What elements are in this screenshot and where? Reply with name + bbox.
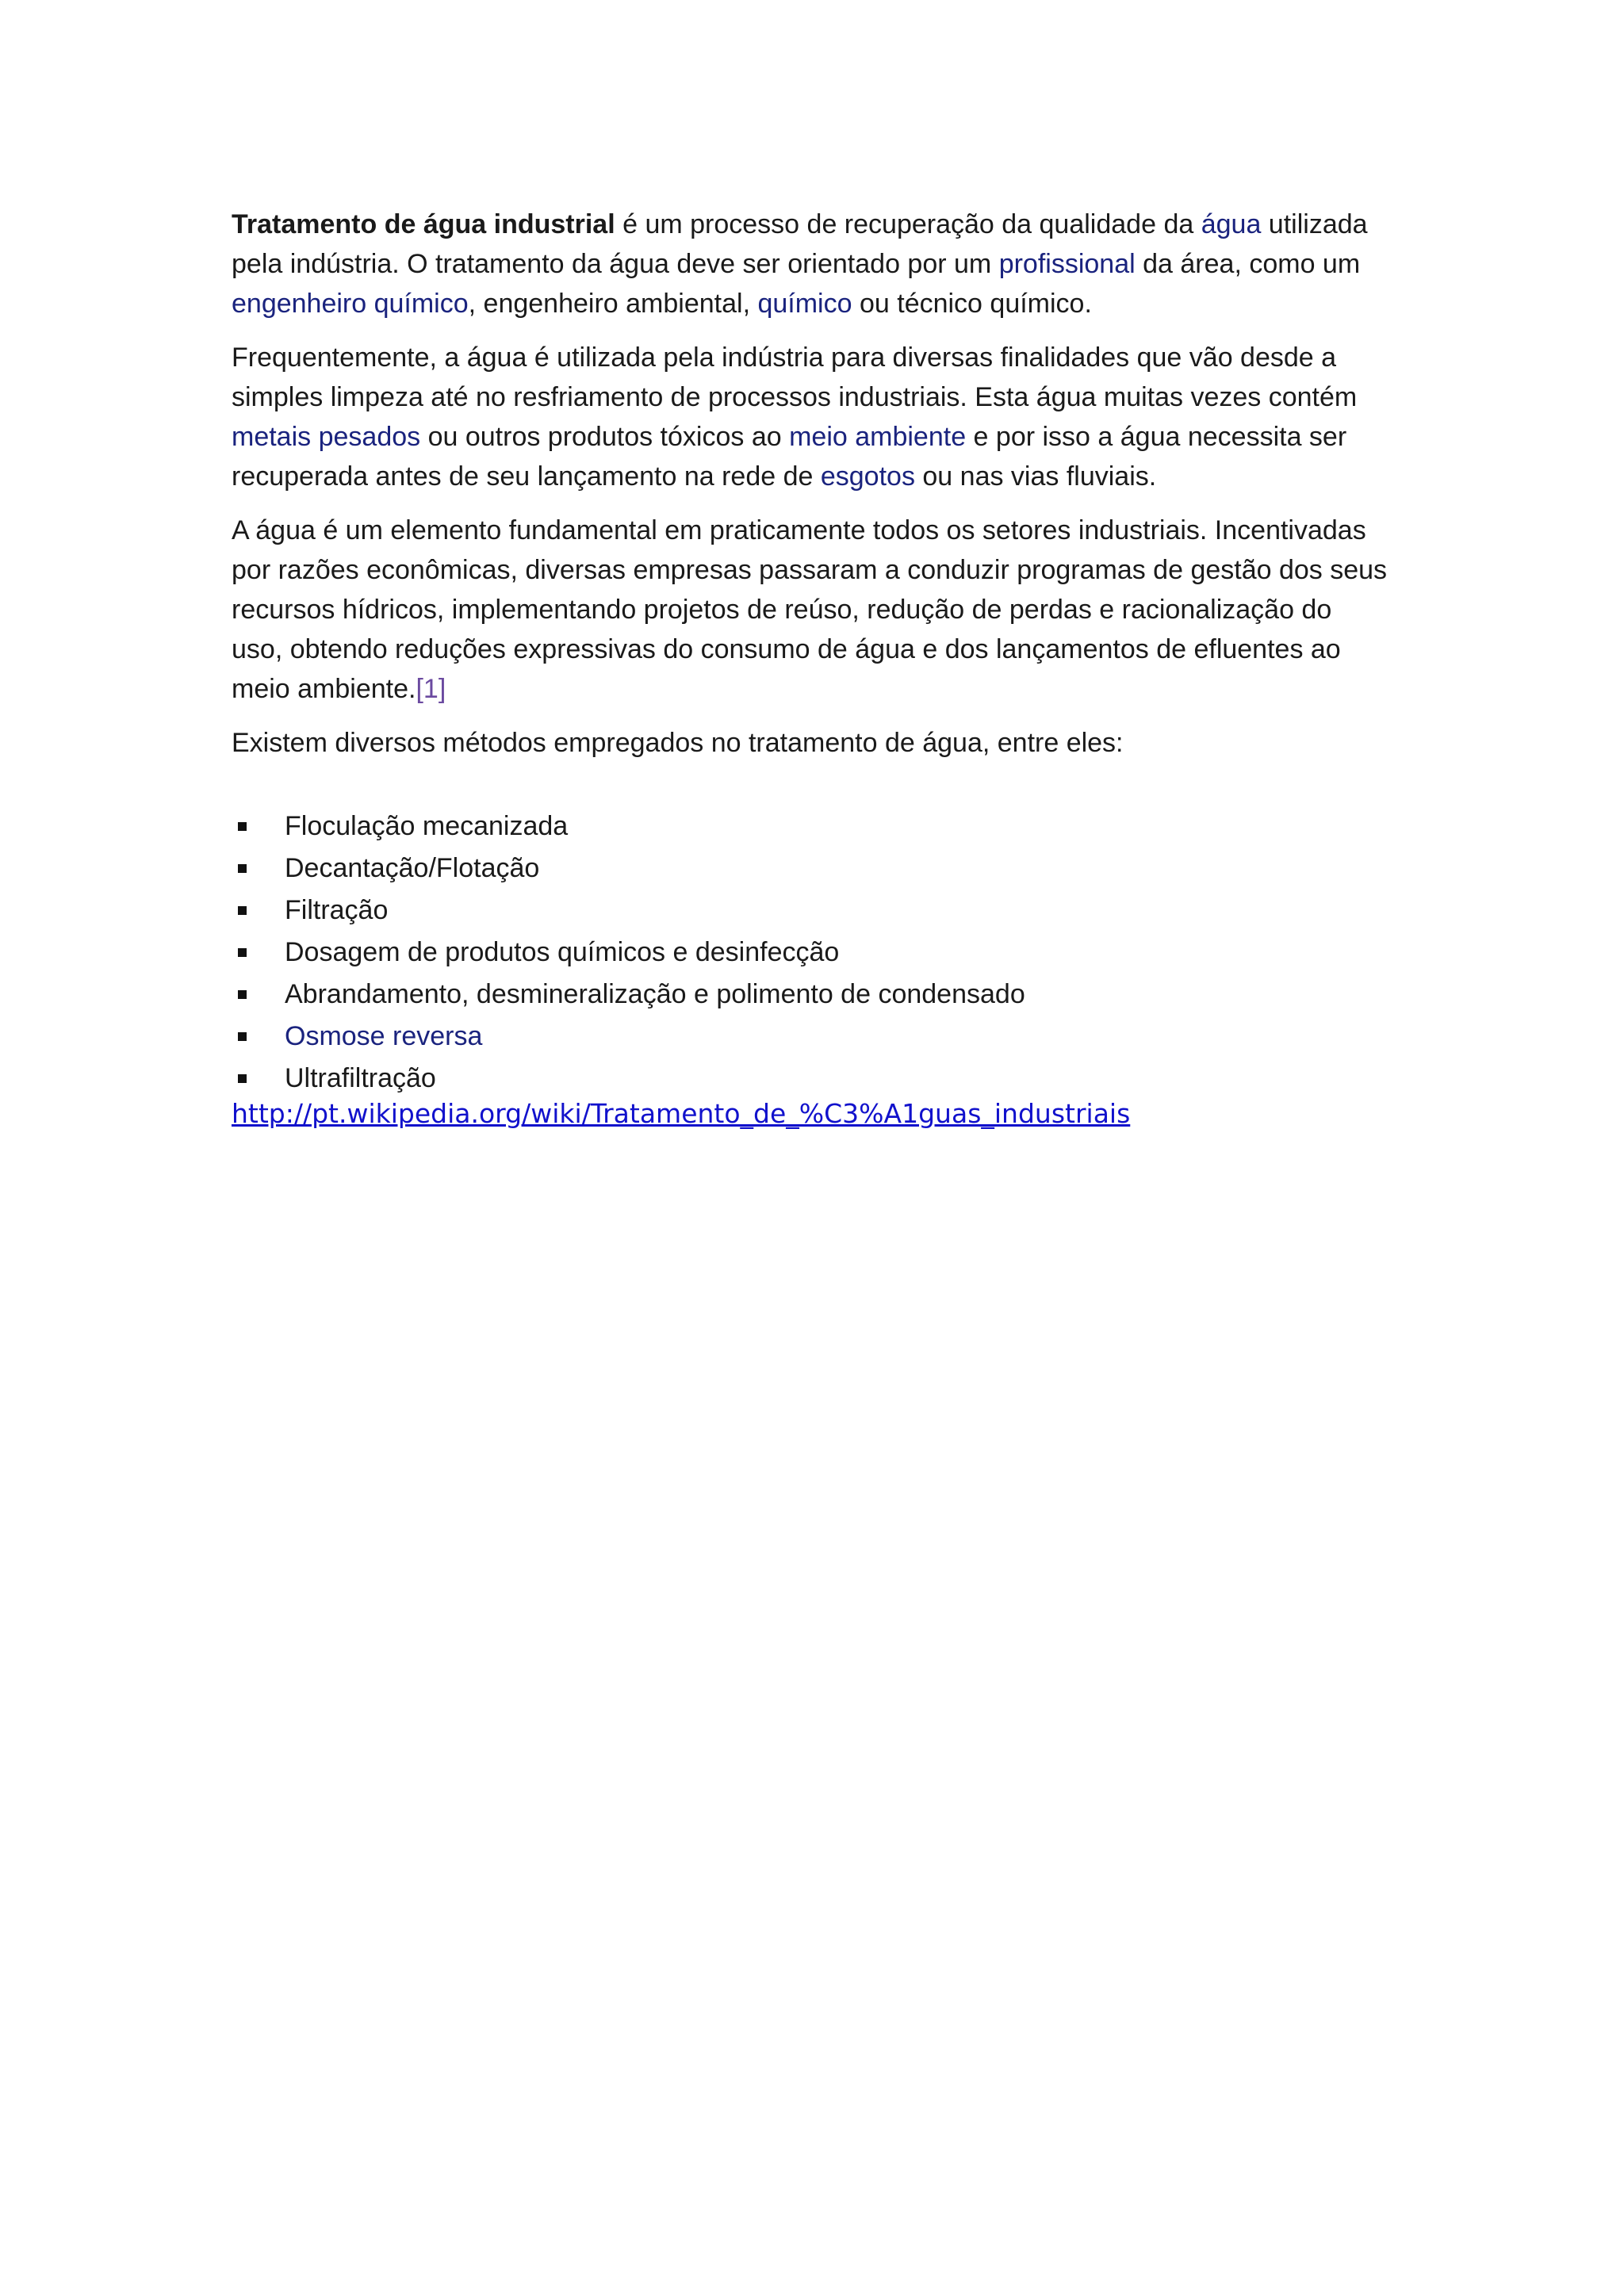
list-item-label: Floculação mecanizada bbox=[285, 811, 569, 841]
reference-link[interactable]: [1] bbox=[416, 674, 446, 704]
link-metais-pesados[interactable]: metais pesados bbox=[232, 422, 421, 452]
link-esgotos[interactable]: esgotos bbox=[820, 461, 915, 492]
text-span: da área, como um bbox=[1135, 249, 1361, 279]
list-item-label: Dosagem de produtos químicos e desinfecção bbox=[285, 937, 840, 967]
text-span: A água é um elemento fundamental em praticamente todos os setores industriais. Incentivadas por razões econômicas, diversas empresas passaram a conduzir programas de gestão dos seus recursos hídricos, implementando projetos de reúso, redução de perdas e racionalização do uso, obtendo reduções expressivas do consumo de água e dos lançamentos de efluentes ao meio ambiente. bbox=[232, 515, 1388, 704]
text-span: ou nas vias fluviais. bbox=[914, 461, 1157, 492]
list-item bbox=[232, 1016, 1389, 1058]
list-item-label: Decantação/Flotação bbox=[285, 853, 540, 883]
text-span: Frequentemente, a água é utilizada pela indústria para diversas finalidades que vão desde a simples limpeza até no resfriamento de processos industriais. Esta água muitas vezes contém bbox=[232, 342, 1358, 412]
article-body bbox=[232, 205, 1389, 1131]
text-span: ou outros produtos tóxicos ao bbox=[420, 422, 790, 452]
square-bullet-icon bbox=[238, 906, 247, 915]
link-meio-ambiente[interactable]: meio ambiente bbox=[789, 422, 967, 452]
text-span: e por isso a água necessita ser recuperada antes de seu lançamento na rede de bbox=[232, 422, 1347, 492]
text-span: , engenheiro ambiental, bbox=[468, 289, 758, 319]
text-span: ou técnico químico. bbox=[852, 289, 1092, 319]
intro-paragraph bbox=[232, 205, 1389, 323]
square-bullet-icon bbox=[238, 990, 247, 999]
list-item bbox=[232, 974, 1389, 1016]
square-bullet-icon bbox=[238, 822, 247, 831]
list-item bbox=[232, 932, 1389, 974]
methods-list bbox=[232, 806, 1389, 1100]
importance-paragraph bbox=[232, 511, 1389, 709]
link-quimico[interactable]: químico bbox=[757, 289, 852, 319]
link-profissional[interactable]: profissional bbox=[998, 249, 1136, 279]
link-osmose-reversa[interactable]: Osmose reversa bbox=[285, 1021, 483, 1051]
square-bullet-icon bbox=[238, 864, 247, 873]
link-agua[interactable]: água bbox=[1201, 209, 1262, 239]
list-item bbox=[232, 806, 1389, 848]
methods-intro: Existem diversos métodos empregados no tratamento de água, entre eles: bbox=[232, 728, 1124, 758]
source-url-link[interactable]: http://pt.wikipedia.org/wiki/Tratamento_de_%C3%A1guas_industriais bbox=[232, 1098, 1131, 1129]
square-bullet-icon bbox=[238, 1032, 247, 1041]
square-bullet-icon bbox=[238, 948, 247, 957]
usage-paragraph bbox=[232, 338, 1389, 496]
list-item bbox=[232, 890, 1389, 932]
text-span: utilizada pela indústria. O tratamento da água deve ser orientado por um bbox=[232, 209, 1368, 279]
list-item-label: Ultrafiltração bbox=[285, 1063, 436, 1093]
list-item-label: Filtração bbox=[285, 895, 389, 925]
list-item-label: Abrandamento, desmineralização e polimento de condensado bbox=[285, 979, 1025, 1009]
list-item bbox=[232, 1058, 1389, 1100]
square-bullet-icon bbox=[238, 1074, 247, 1083]
link-engenheiro-quimico[interactable]: engenheiro químico bbox=[232, 289, 469, 319]
text-span: é um processo de recuperação da qualidade da bbox=[615, 209, 1201, 239]
bold-term: Tratamento de água industrial bbox=[232, 209, 615, 239]
list-item bbox=[232, 848, 1389, 890]
